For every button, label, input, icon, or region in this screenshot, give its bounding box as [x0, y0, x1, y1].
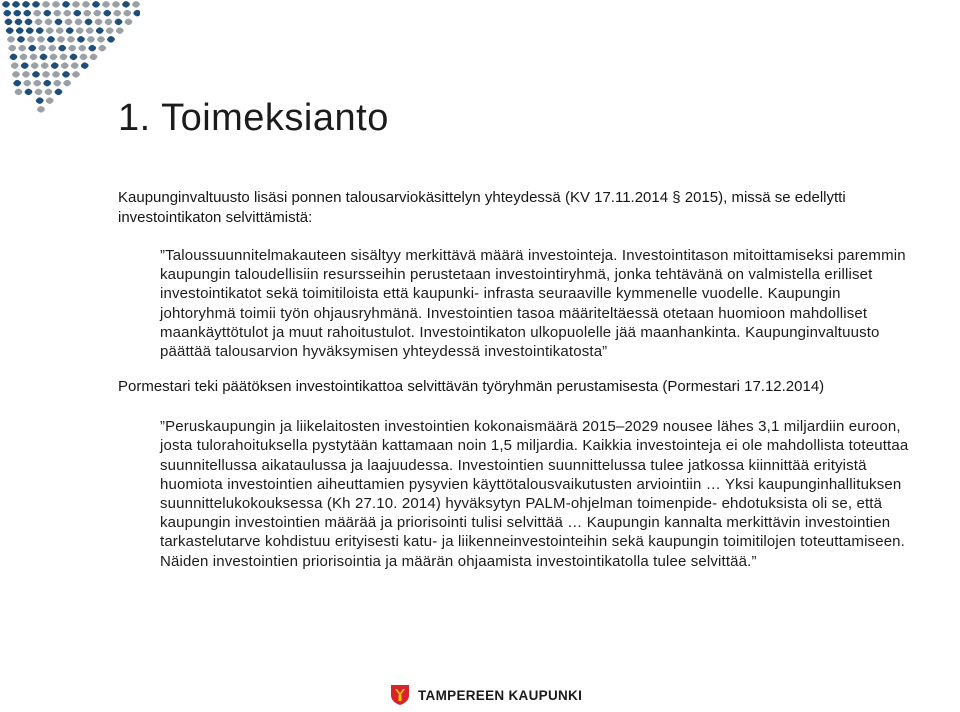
slide-content	[118, 188, 918, 571]
page-title: 1. Toimeksianto	[118, 97, 389, 139]
quote-pormestari: ”Peruskaupungin ja liikelaitosten investointien kokonaismäärä 2015–2029 nousee lähes 3,1 miljardiin euroon, josta tulorahoituksella pystytään kattamaan noin 1,5 miljardia. Kaikkia investointeja ei ole mahdollista toteuttaa suunnitellussa aikataulussa ja laajuudessa. Investointien suunnittelussa tulee jatkossa kiinnittää erityistä huomiota investointien aiheuttamien pysyvien käyttötalousvaikutusten arviointiin … Yksi kaupunginhallituksen suunnittelukokouksessa (Kh 27.10. 2014) hyväksytyn PALM-ohjelman toimenpide- ehdotuksista oli se, että kaupungin investointien määrää ja priorisointi tulisi selvittää … Kaupungin kannalta merkittävin investointien tarkastelutarve kohdistuu erityisesti katu- ja liikenneinvestointeihin sekä kaupungin toimitilojen toteuttamiseen. Näiden investointien priorisointia ja määrän ohjaamista investointikatolla tulee selvittää.”	[160, 418, 909, 570]
footer-org-name: TAMPEREEN KAUPUNKI	[418, 687, 583, 703]
decision-paragraph: Pormestari teki päätöksen investointikattoa selvittävän työryhmän perustamisesta (Pormestari 17.12.2014)	[118, 378, 825, 396]
intro-paragraph: Kaupunginvaltuusto lisäsi ponnen talousarviokäsittelyn yhteydessä (KV 17.11.2014 § 2015), missä se edellytti investointikaton selvittämistä:	[118, 189, 846, 226]
footer-logo	[390, 684, 582, 706]
tampere-crest-icon	[390, 684, 410, 706]
quote-valtuusto: ”Taloussuunnitelmakauteen sisältyy merkittävä määrä investointeja. Investointitason mitoittamiseksi paremmin kaupungin taloudellisiin resursseihin perustetaan investointiryhmä, jonka tehtävänä on valmistella erilliset investointikatot sekä toimitiloista että kaupunki- infrasta seuraaville kymmenelle vuodelle. Kaupungin johtoryhmä toimii työn ohjausryhmänä. Investointien tasoa määriteltäessä otetaan huomioon mahdolliset maankäyttötulot ja muut rahoitustulot. Investointikaton ulkopuolelle jää maanhankinta. Kaupunginvaltuusto päättää talousarvion hyväksymisen yhteydessä investointikatosta”	[160, 247, 906, 361]
